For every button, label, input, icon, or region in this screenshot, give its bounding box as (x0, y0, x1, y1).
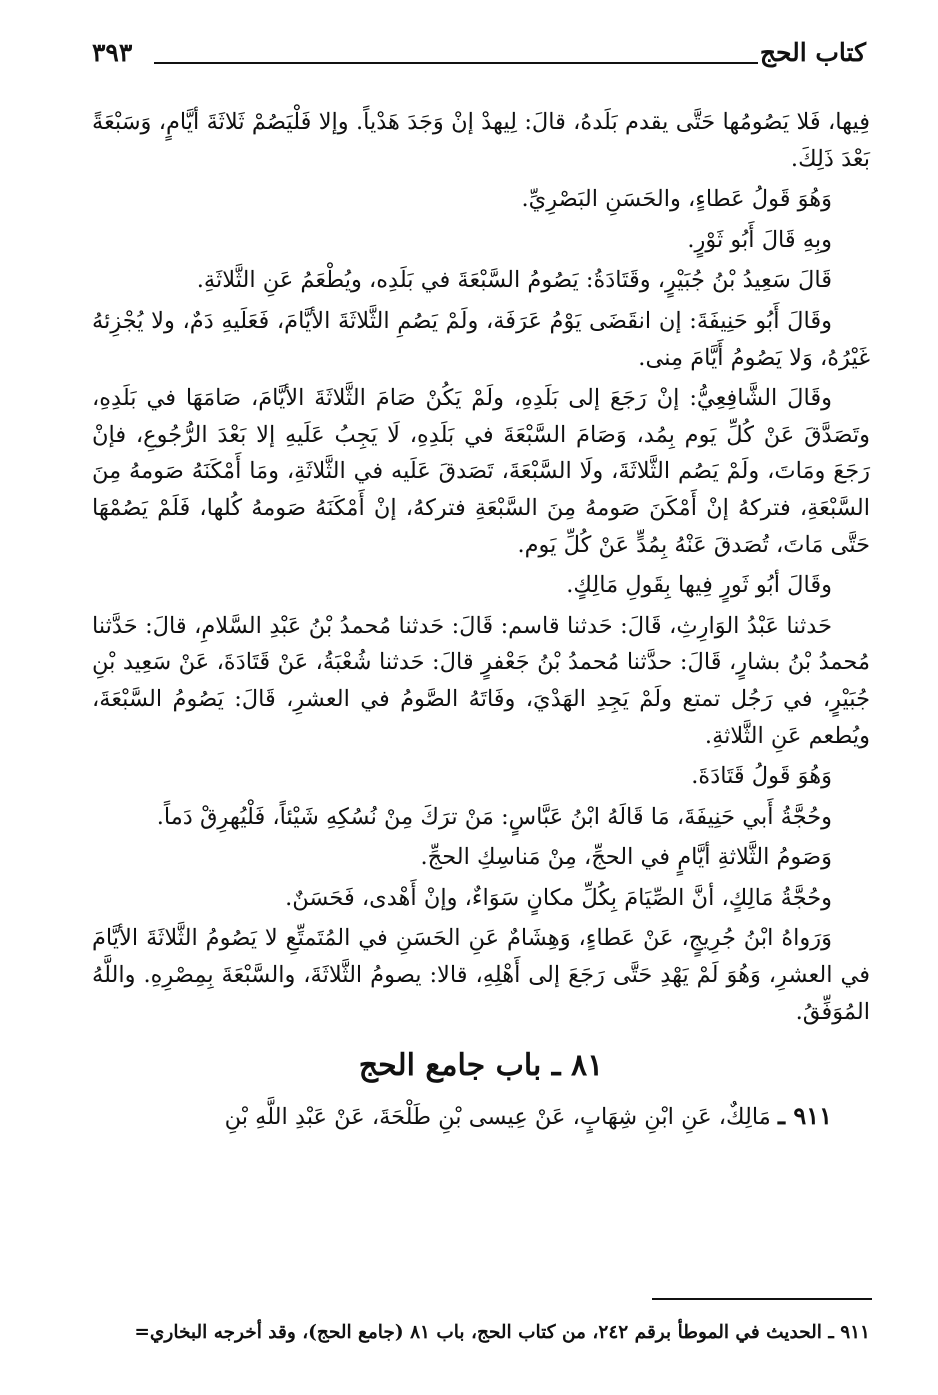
paragraph: قَالَ سَعِيدُ بْنُ جُبَيْرٍ، وقَتَادَةُ: يَصُومُ السَّبْعَةَ في بَلَدِه، ويُطْعَمُ عَنِ الثَّلاثَةِ. (196, 267, 832, 294)
running-title: كتاب الحج (759, 38, 866, 67)
footnote: ٩١١ ـ الحديث في الموطأ برقم ٢٤٢، من كتاب الحج، باب ٨١ (جامع الحج)، وقد أخرجه البخاري= (134, 1322, 870, 1343)
page-header (92, 38, 866, 72)
paragraph: وقَالَ أَبُو حَنِيفَةَ: إن انقَضَى يَوْمُ عَرَفَة، ولَمْ يَصُمِ الثَّلاثَةَ الأيَّامَ، فَعَلَيهِ دَمٌ، ولا يُجْزِئهُ غَيْرُهُ، وَلا يَصُومُ أَيَّامَ مِنى. (92, 307, 870, 371)
page-number: ٣٩٣ (92, 38, 133, 67)
paragraph: وبِهِ قَالَ أَبُو ثَوْرٍ. (687, 226, 832, 253)
paragraph: وحُجَّةُ مَالِكٍ، أنَّ الصِّيَامَ بِكُلِّ مكانٍ سَوَاءٌ، وإنْ أَهْدى، فَحَسَنٌ. (285, 884, 832, 911)
paragraph: وَهُوَ قَولُ قَتَادَةَ. (691, 763, 832, 790)
hadith-paragraph (92, 1098, 870, 1136)
footnote-rule (652, 1298, 872, 1300)
paragraph: وقَالَ الشَّافِعِيُّ: إنْ رَجَعَ إلى بَلَدِهِ، ولَمْ يَكُنْ صَامَ الثَّلاثَةَ الأيَّامَ، صَامَهَا في بَلَدِهِ، وتَصَدَّقَ عَنْ كُلِّ يَوم بِمُد، وَصَامَ السَّبْعَةَ في بَلَدِهِ، لَا يَجِبُ عَلَيهِ إلا بَعْدَ الرُّجُوعِ، فإنْ رَجَعَ ومَاتَ، ولَمْ يَصُم الثَّلاثَةَ، ولَا السَّبْعَةَ، تَصَدقَ عَلَيه في الثَّلاثَةِ، ومَا أَمْكَنَهُ صَومهُ مِنَ السَّبْعَةِ، فتركهُ إنْ أَمْكَنَ صَومهُ مِنَ السَّبْعَةِ فتركهُ، إنْ أَمْكَنَهُ صَومهُ كُلها، فَلَمْ يَصُمْهَا حَتَّى مَاتَ، تُصَدقَ عَنْهُ بِمُدٍّ عَنْ كُلِّ يَوم. (92, 385, 870, 558)
paragraph: حَدثنا عَبْدُ الوَارِثِ، قَالَ: حَدثنا قاسم: قَالَ: حَدثنا مُحمدُ بْنُ عَبْدِ السَّلامِ، قالَ: حَدَّثنا مُحمدُ بْنُ بشارٍ، قَالَ: حدَّثنا مُحمدُ بْنُ جَعْفرٍ قالَ: حَدثنا شُعْبَةُ، عَنْ قَتَادَةَ، عَنْ سَعِيد بْنِ جُبَيْرٍ، في رَجُل تمتع ولَمْ يَجِدِ الهَدْيَ، وفَاتَهُ الصَّومُ في العشرِ، قَالَ: يَصُومُ السَّبْعَةَ، ويُطعم عَنِ الثَّلاثةِ. (92, 612, 870, 749)
paragraph: وَصَومُ الثَّلاثةِ أيَّامٍ في الحجِّ، مِنْ مَناسِكِ الحجِّ. (420, 844, 832, 871)
paragraph: وقَالَ أبُو ثَورٍ فِيها بِقَولِ مَالِكٍ. (566, 572, 832, 599)
paragraph: فِيها، فَلا يَصُومُها حَتَّى يقدم بَلَدهُ، قالَ: لِيهدْ إنْ وَجَدَ هَدْياً. وإلا فَلْيَصُمْ ثَلاثَةَ أيَّامٍ، وَسَبْعَةً بَعْدَ ذَلِكَ. (92, 109, 870, 172)
hadith-number: ٩١١ ـ (777, 1101, 832, 1131)
paragraph: وَهُوَ قَولُ عَطاءٍ، والحَسَنِ البَصْرِيِّ. (521, 186, 832, 213)
paragraph: وحُجَّةُ أَبي حَنِيفَةَ، مَا قَالَهُ ابْنُ عَبَّاسٍ: مَنْ ترَكَ مِنْ نُسُكِهِ شَيْئاً، فَلْيُهرِقْ دَماً. (156, 803, 832, 830)
section-heading: ٨١ ـ باب جامع الحج (358, 1048, 604, 1084)
paragraph: وَرَواهُ ابْنُ جُرِيجٍ، عَنْ عَطاءٍ، وَهِشَامٌ عَنِ الحَسَنِ في المُتَمتِّعِ لا يَصُومُ الثَّلاثَةَ الأيَّامَ في العشرِ، وَهُوَ لَمْ يَهْدِ حَتَّى رَجَعَ إلى أَهْلِهِ، قالا: يصومُ الثَّلاثَةَ، والسَّبْعَةَ بِمِصْرِهِ. واللَّهُ المُوَفِّقُ. (92, 925, 870, 1025)
header-rule (154, 62, 758, 64)
hadith-text: مَالِكٌ، عَنِ ابْنِ شِهَابٍ، عَنْ عِيسى بْنِ طَلْحَةَ، عَنْ عَبْدِ اللَّهِ بْنِ (224, 1104, 771, 1131)
page-body (92, 104, 870, 1140)
